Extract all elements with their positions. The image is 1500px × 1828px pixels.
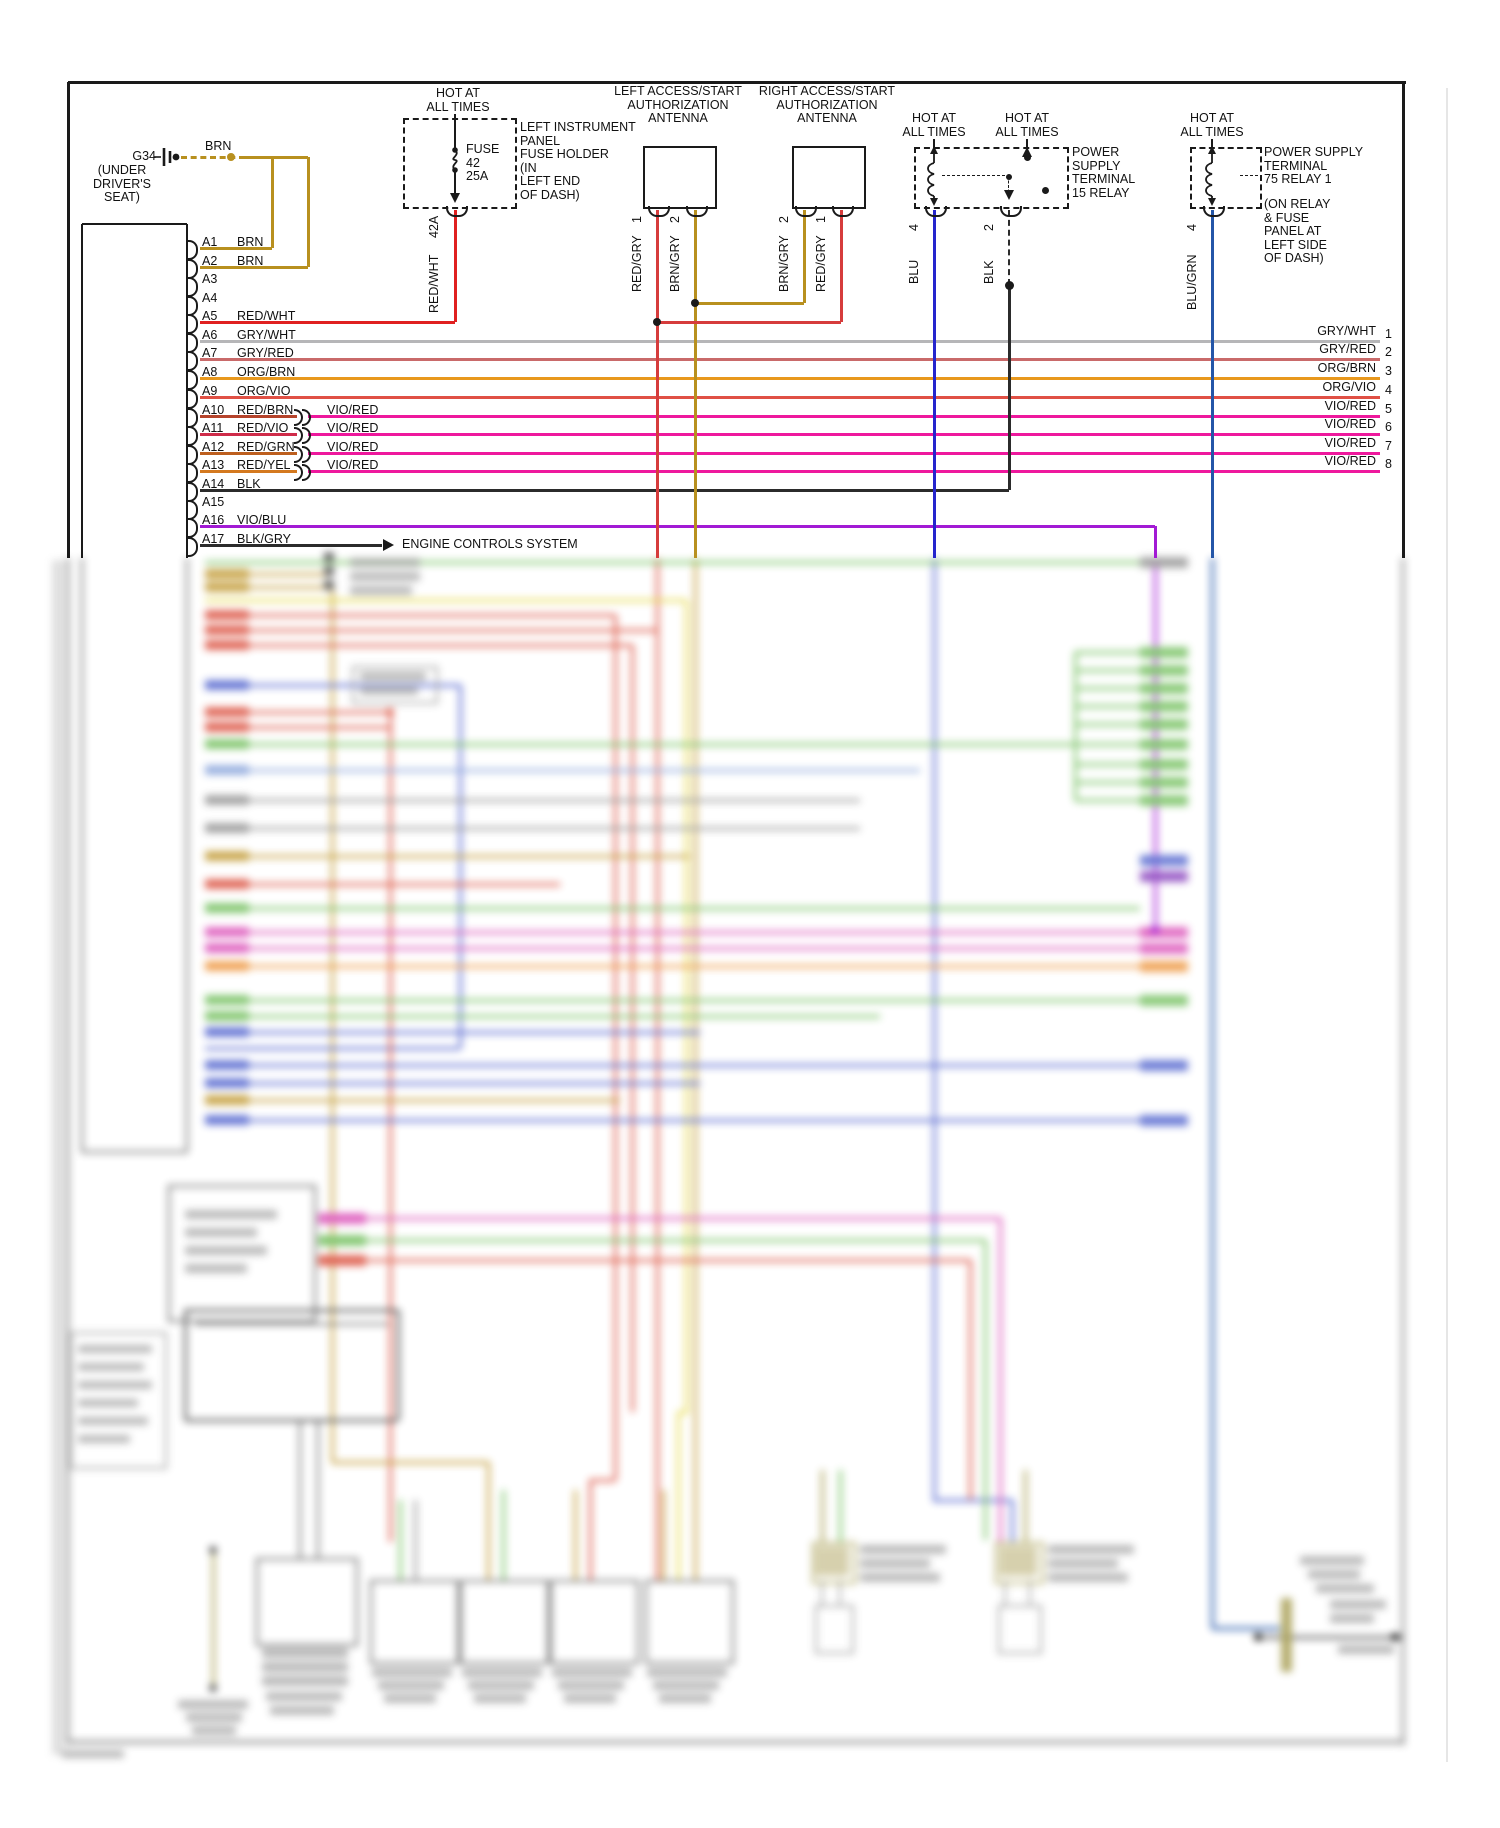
vertical-wire-label: RED/GRY: [814, 235, 828, 292]
pin-terminal-icon: [187, 389, 198, 409]
terminal-number: 5: [1385, 402, 1392, 416]
pin-label: A3: [202, 272, 218, 286]
ground-icon: [154, 146, 180, 168]
terminal-wire-color-label: VIO/RED: [1324, 399, 1376, 413]
label-line: AUTHORIZATION: [776, 97, 878, 112]
wire-segment: [181, 156, 245, 159]
pin-label: A4: [202, 291, 218, 305]
vertical-wire-label: 42A: [427, 215, 441, 238]
pin-wire-color-label: VIO/BLU: [237, 513, 287, 527]
label-line: POWER: [1072, 145, 1120, 159]
pin-wire-color-label: RED/VIO: [237, 421, 289, 435]
pin-wire-color-label: RED/BRN: [237, 403, 294, 417]
relay75-name: [1264, 146, 1363, 187]
junction-dot: [1042, 187, 1049, 194]
fuse-name: [466, 143, 499, 184]
label-line: SEAT): [104, 190, 140, 205]
terminal-number: 6: [1385, 420, 1392, 434]
splice-connector-icon: [302, 446, 311, 463]
terminal-number: 8: [1385, 457, 1392, 471]
label-line: 42: [466, 155, 480, 170]
pin-wire-color-label: BRN: [237, 254, 264, 268]
wire-segment: [840, 210, 843, 322]
relay15-name: [1072, 146, 1135, 200]
label-line: DRIVER'S: [93, 176, 151, 191]
label-line: LEFT END: [520, 174, 581, 189]
label-line: ANTENNA: [648, 111, 708, 126]
wire-segment: [1008, 210, 1010, 285]
vertical-wire-label: 2: [668, 216, 682, 223]
vertical-wire-label: BRN/GRY: [668, 235, 682, 292]
wire-segment: [200, 358, 1380, 361]
vertical-wire-label: RED/GRY: [630, 235, 644, 292]
pin-label: A6: [202, 328, 218, 342]
label-line: LEFT ACCESS/START: [614, 84, 742, 98]
fuse-hot-label: [408, 87, 508, 114]
wire-segment: [454, 210, 457, 322]
wire-segment: [933, 210, 936, 558]
pin-terminal-icon: [187, 314, 198, 334]
right-antenna-title: [752, 85, 902, 126]
vertical-wire-label: 1: [814, 216, 828, 223]
vertical-wire-label: BLK: [982, 260, 996, 284]
pin-wire-color-label: BLK: [237, 477, 261, 491]
label-line: HOT AT: [912, 111, 956, 125]
label-line: (UNDER: [97, 163, 147, 177]
wire-segment: [200, 525, 1155, 528]
label-line: POWER SUPPLY: [1264, 145, 1364, 159]
pin-label: A12: [202, 440, 225, 454]
pin-label: A10: [202, 403, 225, 417]
label-line: AUTHORIZATION: [627, 97, 729, 112]
label-line: OF DASH): [520, 187, 580, 202]
arrowhead-icon: [450, 193, 460, 203]
splice-wire-color-label: VIO/RED: [327, 440, 379, 454]
relay-coil-icon: [1204, 146, 1220, 206]
engine-controls-note: ENGINE CONTROLS SYSTEM: [402, 537, 578, 551]
junction-dot: [1005, 281, 1014, 290]
pin-terminal-icon: [187, 351, 198, 371]
pin-terminal-icon: [446, 206, 468, 217]
pin-terminal-icon: [187, 296, 198, 316]
arrowhead-icon: [1004, 190, 1014, 200]
label-line: 15 RELAY: [1072, 185, 1130, 200]
wire-segment: [67, 82, 70, 558]
arrowhead-icon: [1022, 147, 1032, 157]
relay15-hot-label-a: [884, 112, 984, 139]
wire-segment: [1211, 210, 1214, 558]
component-box: [643, 146, 717, 209]
pin-label: A5: [202, 309, 218, 323]
label-line: ALL TIMES: [902, 124, 966, 139]
junction-dot: [653, 318, 661, 326]
wire-segment: [657, 321, 841, 324]
wire-segment: [200, 544, 382, 547]
splice-wire-color-label: VIO/RED: [327, 458, 379, 472]
wire-segment: [308, 415, 1380, 418]
pin-wire-color-label: GRY/WHT: [237, 328, 296, 342]
vertical-wire-label: 2: [982, 224, 996, 231]
label-line: (IN: [520, 160, 537, 175]
wire-segment: [200, 396, 1380, 399]
vertical-wire-label: 1: [630, 216, 644, 223]
terminal-number: 2: [1385, 345, 1392, 359]
label-line: HOT AT: [1005, 111, 1049, 125]
wire-label-brn: BRN: [205, 139, 232, 153]
wire-segment: [200, 340, 1380, 343]
splice-wire-color-label: VIO/RED: [327, 403, 379, 417]
pin-wire-color-label: ORG/VIO: [237, 384, 291, 398]
label-line: ANTENNA: [797, 111, 857, 126]
wire-segment: [308, 452, 1380, 455]
label-line: TERMINAL: [1264, 158, 1328, 173]
relay-coil-icon: [926, 146, 942, 206]
wire-segment: [82, 223, 187, 225]
wire-segment: [271, 157, 274, 248]
terminal-number: 4: [1385, 383, 1392, 397]
terminal-wire-color-label: ORG/VIO: [1322, 380, 1376, 394]
vertical-wire-label: 4: [1185, 224, 1199, 231]
terminal-wire-color-label: VIO/RED: [1324, 436, 1376, 450]
wire-segment: [308, 433, 1380, 436]
wire-segment: [1402, 82, 1405, 558]
label-line: ALL TIMES: [995, 124, 1059, 139]
vertical-wire-label: BRN/GRY: [777, 235, 791, 292]
label-line: ALL TIMES: [1180, 124, 1244, 139]
label-line: ALL TIMES: [426, 99, 490, 114]
terminal-number: 7: [1385, 439, 1392, 453]
label-line: & FUSE: [1264, 210, 1310, 225]
label-line: SUPPLY: [1072, 158, 1121, 173]
pin-terminal-icon: [1203, 206, 1225, 217]
pin-label: A2: [202, 254, 218, 268]
vertical-wire-label: BLU/GRN: [1185, 254, 1199, 310]
terminal-wire-color-label: GRY/RED: [1319, 342, 1376, 356]
label-line: HOT AT: [436, 86, 480, 100]
wire-segment: [656, 210, 659, 558]
junction-dot: [227, 153, 235, 161]
pin-wire-color-label: GRY/RED: [237, 346, 294, 360]
pin-label: A1: [202, 235, 218, 249]
vertical-wire-label: 2: [777, 216, 791, 223]
pin-terminal-icon: [187, 500, 198, 520]
pin-terminal-icon: [187, 518, 198, 538]
pin-label: A9: [202, 384, 218, 398]
pin-terminal-icon: [187, 408, 198, 428]
splice-wire-color-label: VIO/RED: [327, 421, 379, 435]
wire-segment: [200, 377, 1380, 380]
pin-terminal-icon: [187, 482, 198, 502]
splice-connector-icon: [302, 409, 311, 426]
vertical-wire-label: 4: [907, 224, 921, 231]
pin-terminal-icon: [925, 206, 947, 217]
terminal-wire-color-label: GRY/WHT: [1317, 324, 1376, 338]
pin-terminal-icon: [686, 206, 708, 217]
wire-segment: [81, 224, 83, 558]
label-line: LEFT SIDE: [1264, 237, 1327, 252]
pin-terminal-icon: [187, 370, 198, 390]
relay75-location: [1264, 198, 1330, 266]
pin-terminal-icon: [187, 445, 198, 465]
ground-location: [62, 164, 182, 205]
junction-dot: [691, 299, 699, 307]
pin-terminal-icon: [1000, 206, 1022, 217]
splice-connector-icon: [302, 427, 311, 444]
pin-label: A17: [202, 532, 225, 546]
relay75-hot-label: [1162, 112, 1262, 139]
pin-label: A13: [202, 458, 225, 472]
pin-label: A14: [202, 477, 225, 491]
terminal-wire-color-label: ORG/BRN: [1317, 361, 1376, 375]
component-box: [792, 146, 866, 209]
pin-label: A7: [202, 346, 218, 360]
wire-segment: [200, 489, 1009, 492]
fuse-icon: [448, 147, 462, 173]
label-line: PANEL: [520, 133, 561, 148]
pin-label: A16: [202, 513, 225, 527]
pin-label: A15: [202, 495, 225, 509]
wire-segment: [245, 156, 308, 159]
pin-terminal-icon: [832, 206, 854, 217]
label-line: FUSE: [466, 142, 500, 156]
pin-terminal-icon: [187, 333, 198, 353]
pin-wire-color-label: BRN: [237, 235, 264, 249]
component-box: [1190, 147, 1262, 209]
label-line: LEFT INSTRUMENT: [520, 120, 636, 134]
wire-segment: [694, 210, 697, 558]
pin-terminal-icon: [187, 259, 198, 279]
wire-segment: [803, 210, 806, 303]
relay15-hot-label-b: [977, 112, 1077, 139]
pin-wire-color-label: RED/YEL: [237, 458, 291, 472]
pin-wire-color-label: BLK/GRY: [237, 532, 291, 546]
wire-segment: [307, 157, 310, 267]
pin-terminal-icon: [187, 463, 198, 483]
vertical-wire-label: RED/WHT: [427, 254, 441, 313]
pin-label: A8: [202, 365, 218, 379]
arrowhead-icon: [383, 539, 394, 551]
label-line: 25A: [466, 169, 489, 184]
label-line: RIGHT ACCESS/START: [758, 84, 896, 98]
wire-segment: [1446, 88, 1448, 1762]
label-line: FUSE HOLDER: [520, 147, 609, 162]
splice-connector-icon: [302, 464, 311, 481]
pin-wire-color-label: ORG/BRN: [237, 365, 296, 379]
label-line: TERMINAL: [1072, 172, 1136, 187]
junction-dot: [1006, 174, 1012, 180]
pin-terminal-icon: [187, 537, 198, 557]
pin-label: A11: [202, 421, 224, 435]
pin-terminal-icon: [187, 240, 198, 260]
wire-segment: [1154, 526, 1157, 558]
left-antenna-title: [603, 85, 753, 126]
wire-segment: [695, 302, 804, 305]
pin-wire-color-label: RED/WHT: [237, 309, 296, 323]
label-line: 75 RELAY 1: [1264, 172, 1332, 187]
terminal-number: 1: [1385, 327, 1392, 341]
pin-terminal-icon: [187, 426, 198, 446]
wire-segment: [1008, 285, 1011, 490]
pin-terminal-icon: [648, 206, 670, 217]
pin-terminal-icon: [187, 277, 198, 297]
label-line: PANEL AT: [1264, 224, 1322, 239]
terminal-number: 3: [1385, 364, 1392, 378]
terminal-wire-color-label: VIO/RED: [1324, 417, 1376, 431]
wire-segment: [308, 470, 1380, 473]
fuse-holder-note: [520, 121, 636, 203]
terminal-wire-color-label: VIO/RED: [1324, 454, 1376, 468]
label-line: HOT AT: [1190, 111, 1234, 125]
label-line: OF DASH): [1264, 251, 1324, 266]
vertical-wire-label: BLU: [907, 259, 921, 284]
label-line: (ON RELAY: [1264, 197, 1331, 211]
ground-label: G34: [132, 149, 156, 163]
pin-wire-color-label: RED/GRN: [237, 440, 295, 454]
